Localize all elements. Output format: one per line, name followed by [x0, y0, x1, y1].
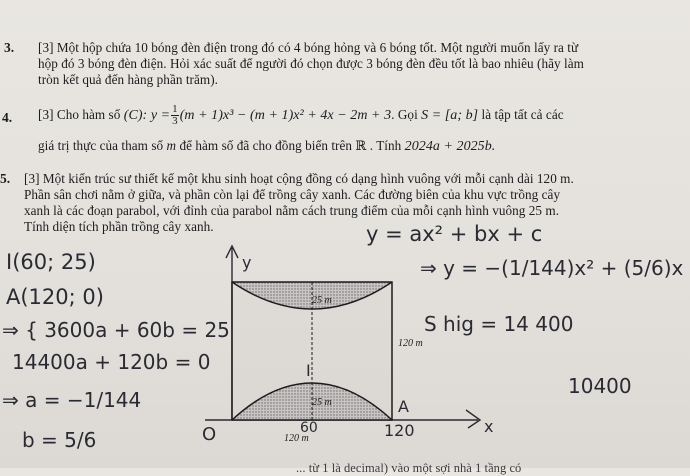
- question-5-line-2: Phần sân chơi nằm ở giữa, và phần còn lại để trồng cây xanh. Các đường biên của khu vực trồng cây: [24, 187, 561, 202]
- function-rhs: (m + 1)x³ − (m + 1)x² + 4x − 2m + 3: [179, 108, 392, 123]
- question-4-number: 4.: [2, 110, 13, 125]
- label-base-120m: 120 m: [284, 433, 309, 444]
- question-3-line-1: [3] Một hộp chứa 10 bóng đèn điện trong đó có 4 bóng hỏng và 6 bóng tốt. Một người muốn lấy ra từ: [38, 40, 579, 55]
- question-4-line-2: giá trị thực của tham số m để hàm số đã cho đồng biến trên ℝ . Tính 2024a + 2025b.: [38, 138, 496, 154]
- hand-label-120: 120: [384, 421, 415, 440]
- footer-partial-line: ... từ 1 là decimal) vào một sợi nhà 1 tầng có: [296, 461, 522, 475]
- hand-equation-2: 14400a + 120b = 0: [12, 350, 211, 374]
- label-right-120m: 120 m: [398, 338, 423, 349]
- hand-area-final: 10400: [568, 374, 632, 398]
- x-axis-arrow: [466, 410, 480, 428]
- label-bottom-25m: 25 m: [312, 397, 332, 408]
- question-3-number: 3.: [4, 40, 15, 55]
- hand-point-a: A(120; 0): [6, 285, 104, 309]
- hand-label-y: y: [242, 253, 252, 272]
- hand-solution-a: ⇒ a = −1/144: [2, 388, 142, 412]
- hand-label-x: x: [484, 417, 494, 436]
- target-expression: 2024a + 2025b.: [404, 139, 496, 154]
- question-3-line-2: hộp đó 3 bóng đèn điện. Hỏi xác suất để người đó chọn được 3 bóng đèn đều tốt là bao nhiêu (hãy làm: [38, 56, 584, 71]
- hand-result-equation: ⇒ y = −(1/144)x² + (5/6)x: [420, 256, 684, 280]
- question-4-mid: . Gọi: [391, 107, 418, 122]
- question-4-prefix: [3] Cho hàm số: [38, 107, 121, 122]
- hand-general-equation: y = ax² + bx + c: [366, 222, 543, 246]
- hand-equation-1: ⇒ { 3600a + 60b = 25: [2, 318, 230, 342]
- fraction-one-third: $\frac{1}{3}$: [172, 103, 178, 128]
- set-expression: S = [a; b]: [421, 108, 479, 123]
- question-5-line-4: Tính diện tích phần trồng cây xanh.: [24, 219, 214, 234]
- hand-label-o: O: [202, 424, 217, 445]
- hand-area-square: S hig = 14 400: [424, 312, 574, 336]
- function-lhs: (C): y =: [123, 108, 171, 123]
- question-4-suffix: là tập tất cả các: [481, 107, 564, 122]
- question-5-line-1: [3] Một kiến trúc sư thiết kế một khu sinh hoạt cộng đồng có dạng hình vuông với mỗi cạnh dài 120 m.: [24, 171, 574, 186]
- question-3-line-3: tròn kết quả đến hàng phần trăm).: [38, 72, 218, 87]
- hand-label-60: 60: [300, 420, 318, 436]
- hand-label-a: A: [398, 397, 409, 416]
- question-5-number: 5.: [0, 171, 11, 186]
- question-5-line-3: xanh là các đoạn parabol, với đỉnh của parabol nằm cách trung điểm của mỗi cạnh hình vuông 25 m.: [24, 203, 560, 218]
- hand-solution-b: b = 5/6: [22, 428, 97, 452]
- hand-label-i: I: [306, 361, 311, 380]
- param-m: m: [166, 138, 177, 153]
- hand-point-i: I(60; 25): [6, 250, 96, 274]
- label-top-25m: 25 m: [312, 295, 332, 306]
